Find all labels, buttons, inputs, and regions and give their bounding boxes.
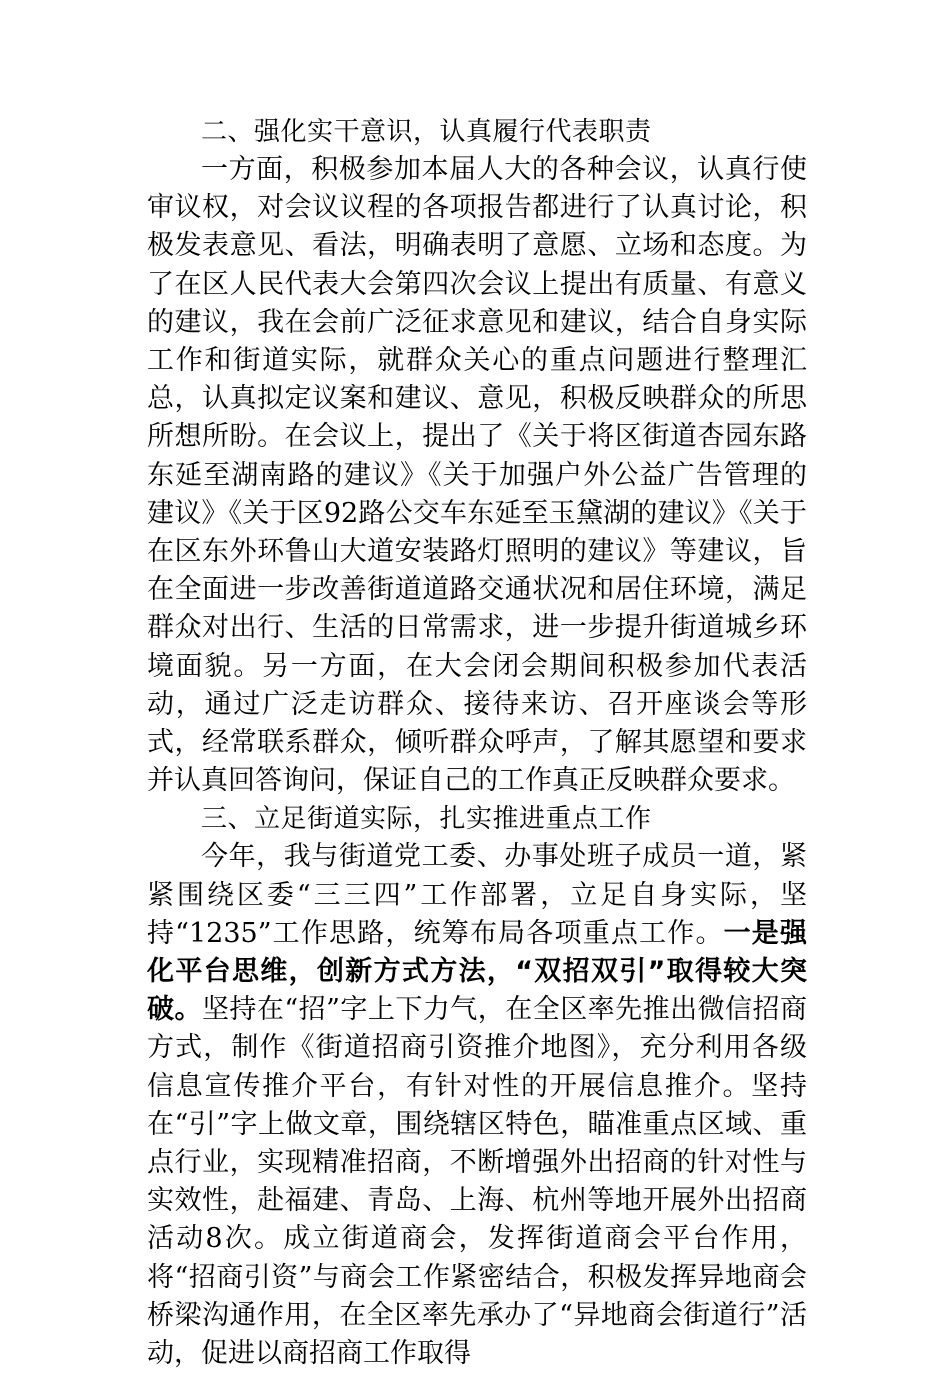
section-paragraph-2: 一方面，积极参加本届人大的各种会议，认真行使审议权，对会议议程的各项报告都进行了认真讨论，积极发表意见、看法，明确表明了意愿、立场和态度。为了在区人民代表大会第四次会议上提出有质量、有意义的建议，我在会前广泛征求意见和建议，结合自身实际工作和街道实际，就群众关心的重点问题进行整理汇总，认真拟定议案和建议、意见，积极反映群众的所思所想所盼。在会议上，提出了《关于将区街道杏园东路东延至湖南路的建议》《关于加强户外公益广告管理的建议》《关于区92路公交车东延至玉黛湖的建议》《关于在区东外环鲁山大道安装路灯照明的建议》等建议，旨在全面进一步改善街道道路交通状况和居住环境，满足群众对出行、生活的日常需求，进一步提升街道城乡环境面貌。另一方面，在大会闭会期间积极参加代表活动，通过广泛走访群众、接待来访、召开座谈会等形式，经常联系群众，倾听群众呼声，了解其愿望和要求并认真回答询问，保证自己的工作真正反映群众要求。 — [147, 154, 807, 797]
document-body — [147, 113, 807, 1373]
paragraph-bold-text: 一是强化平台思维，创新方式方法，“双招双引”取得较大突破。 — [147, 917, 807, 1026]
paragraph-rest-text: 坚持在“招”字上下力气，在全区率先推出微信招商方式，制作《街道招商引资推介地图》，充分利用各级信息宣传推介平台，有针对性的开展信息推介。坚持在“引”字上做文章，围绕辖区特色，瞄准重点区域、重点行业，实现精准招商，不断增强外出招商的针对性与实效性，赴福建、青岛、上海、杭州等地开展外出招商活动8次。成立街道商会，发挥街道商会平台作用，将“招商引资”与商会工作紧密结合，积极发挥异地商会桥梁沟通作用，在全区率先承办了“异地商会街道行”活动，促进以商招商工作取得 — [147, 994, 807, 1370]
section-heading-3: 三、立足街道实际，扎实推进重点工作 — [201, 804, 652, 835]
paragraph-lead-text: 今年，我与街道党工委、办事处班子成员一道，紧紧围绕区委“三三四”工作部署，立足自身实际，坚持“1235”工作思路，统筹布局各项重点工作。 — [147, 841, 807, 949]
section-heading-2: 二、强化实干意识，认真履行代表职责 — [201, 117, 652, 147]
section-paragraph-3 — [147, 838, 807, 1373]
